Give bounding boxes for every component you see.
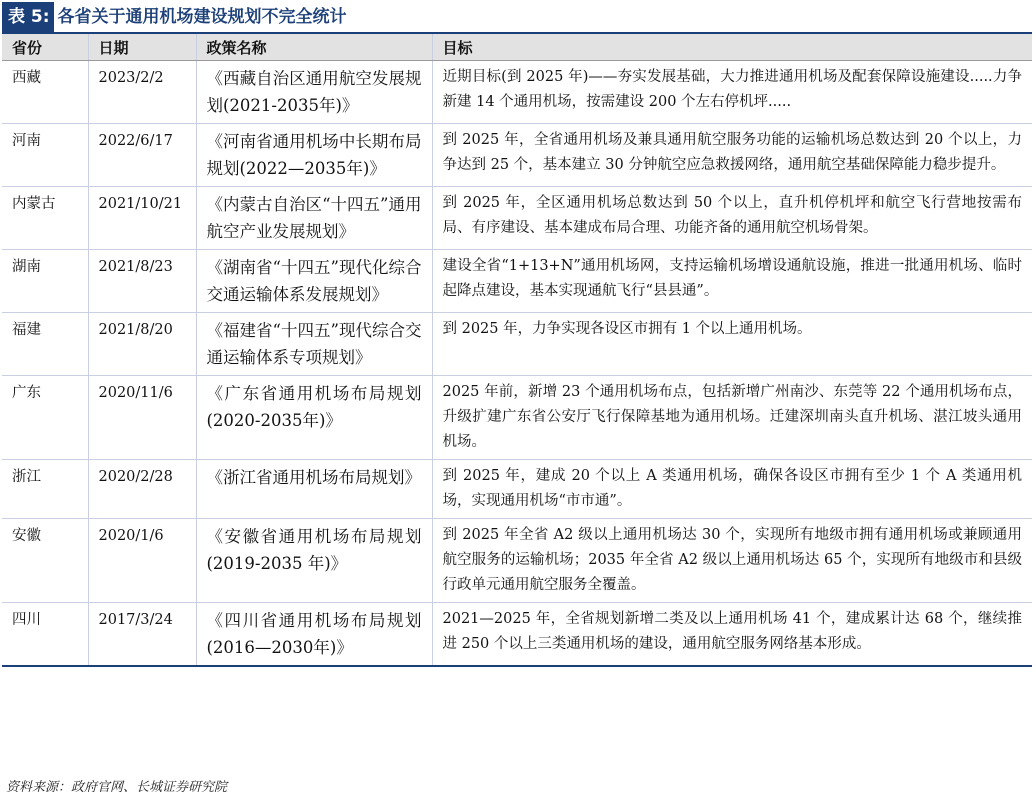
table-row bbox=[2, 124, 1032, 187]
table-row bbox=[2, 519, 1032, 603]
cell-province: 河南 bbox=[2, 124, 88, 187]
cell-date: 2020/2/28 bbox=[88, 460, 196, 519]
source-note: 资料来源：政府官网、长城证券研究院 bbox=[6, 780, 228, 795]
table-number-label: 表 5: bbox=[2, 2, 54, 32]
cell-policy: 《四川省通用机场布局规划(2016—2030年)》 bbox=[196, 603, 432, 667]
table-row bbox=[2, 603, 1032, 667]
cell-province: 西藏 bbox=[2, 61, 88, 124]
cell-province: 内蒙古 bbox=[2, 187, 88, 250]
table-caption bbox=[2, 2, 1032, 32]
cell-policy: 《浙江省通用机场布局规划》 bbox=[196, 460, 432, 519]
cell-province: 湖南 bbox=[2, 250, 88, 313]
cell-date: 2020/1/6 bbox=[88, 519, 196, 603]
cell-policy: 《湖南省“十四五”现代化综合交通运输体系发展规划》 bbox=[196, 250, 432, 313]
cell-policy: 《广东省通用机场布局规划(2020-2035年)》 bbox=[196, 376, 432, 460]
cell-target: 2025 年前，新增 23 个通用机场布点，包括新增广州南沙、东莞等 22 个通用机场布点，升级扩建广东省公安厅飞行保障基地为通用机场。迁建深圳南头直升机场、湛江坡头通用机场。 bbox=[432, 376, 1032, 460]
cell-date: 2021/8/20 bbox=[88, 313, 196, 376]
table-row bbox=[2, 313, 1032, 376]
cell-date: 2021/10/21 bbox=[88, 187, 196, 250]
cell-target: 到 2025 年，全省通用机场及兼具通用航空服务功能的运输机场总数达到 20 个以上，力争达到 25 个，基本建立 30 分钟航空应急救援网络，通用航空基础保障能力稳步提升。 bbox=[432, 124, 1032, 187]
header-target: 目标 bbox=[432, 34, 1032, 61]
table-row bbox=[2, 460, 1032, 519]
cell-date: 2020/11/6 bbox=[88, 376, 196, 460]
airport-plan-table bbox=[2, 34, 1032, 667]
cell-target: 到 2025 年，力争实现各设区市拥有 1 个以上通用机场。 bbox=[432, 313, 1032, 376]
cell-date: 2017/3/24 bbox=[88, 603, 196, 667]
table-header-row bbox=[2, 34, 1032, 61]
cell-policy: 《安徽省通用机场布局规划(2019-2035 年)》 bbox=[196, 519, 432, 603]
cell-province: 浙江 bbox=[2, 460, 88, 519]
cell-policy: 《河南省通用机场中长期布局规划(2022—2035年)》 bbox=[196, 124, 432, 187]
cell-date: 2023/2/2 bbox=[88, 61, 196, 124]
header-date: 日期 bbox=[88, 34, 196, 61]
cell-target: 到 2025 年，建成 20 个以上 A 类通用机场，确保各设区市拥有至少 1 个 A 类通用机场，实现通用机场“市市通”。 bbox=[432, 460, 1032, 519]
cell-target: 到 2025 年，全区通用机场总数达到 50 个以上，直升机停机坪和航空飞行营地按需布局、有序建设、基本建成布局合理、功能齐备的通用航空机场骨架。 bbox=[432, 187, 1032, 250]
cell-date: 2022/6/17 bbox=[88, 124, 196, 187]
cell-policy: 《福建省“十四五”现代综合交通运输体系专项规划》 bbox=[196, 313, 432, 376]
cell-province: 福建 bbox=[2, 313, 88, 376]
cell-target: 近期目标(到 2025 年)——夯实发展基础，大力推进通用机场及配套保障设施建设.....力争新建 14 个通用机场，按需建设 200 个左右停机坪..... bbox=[432, 61, 1032, 124]
cell-target: 2021—2025 年，全省规划新增二类及以上通用机场 41 个，建成累计达 68 个，继续推进 250 个以上三类通用机场的建设，通用航空服务网络基本形成。 bbox=[432, 603, 1032, 667]
table-row bbox=[2, 187, 1032, 250]
cell-target: 到 2025 年全省 A2 级以上通用机场达 30 个，实现所有地级市拥有通用机场或兼顾通用航空服务的运输机场；2035 年全省 A2 级以上通用机场达 65 个，实现所有地级市和县级行政单元通用航空服务全覆盖。 bbox=[432, 519, 1032, 603]
cell-province: 安徽 bbox=[2, 519, 88, 603]
cell-province: 广东 bbox=[2, 376, 88, 460]
table-row bbox=[2, 376, 1032, 460]
cell-province: 四川 bbox=[2, 603, 88, 667]
table-title: 各省关于通用机场建设规划不完全统计 bbox=[57, 7, 347, 27]
table-row bbox=[2, 61, 1032, 124]
cell-date: 2021/8/23 bbox=[88, 250, 196, 313]
header-policy: 政策名称 bbox=[196, 34, 432, 61]
cell-policy: 《西藏自治区通用航空发展规划(2021-2035年)》 bbox=[196, 61, 432, 124]
table-row bbox=[2, 250, 1032, 313]
cell-policy: 《内蒙古自治区“十四五”通用航空产业发展规划》 bbox=[196, 187, 432, 250]
cell-target: 建设全省“1+13+N”通用机场网，支持运输机场增设通航设施，推进一批通用机场、临时起降点建设，基本实现通航飞行“县县通”。 bbox=[432, 250, 1032, 313]
header-province: 省份 bbox=[2, 34, 88, 61]
